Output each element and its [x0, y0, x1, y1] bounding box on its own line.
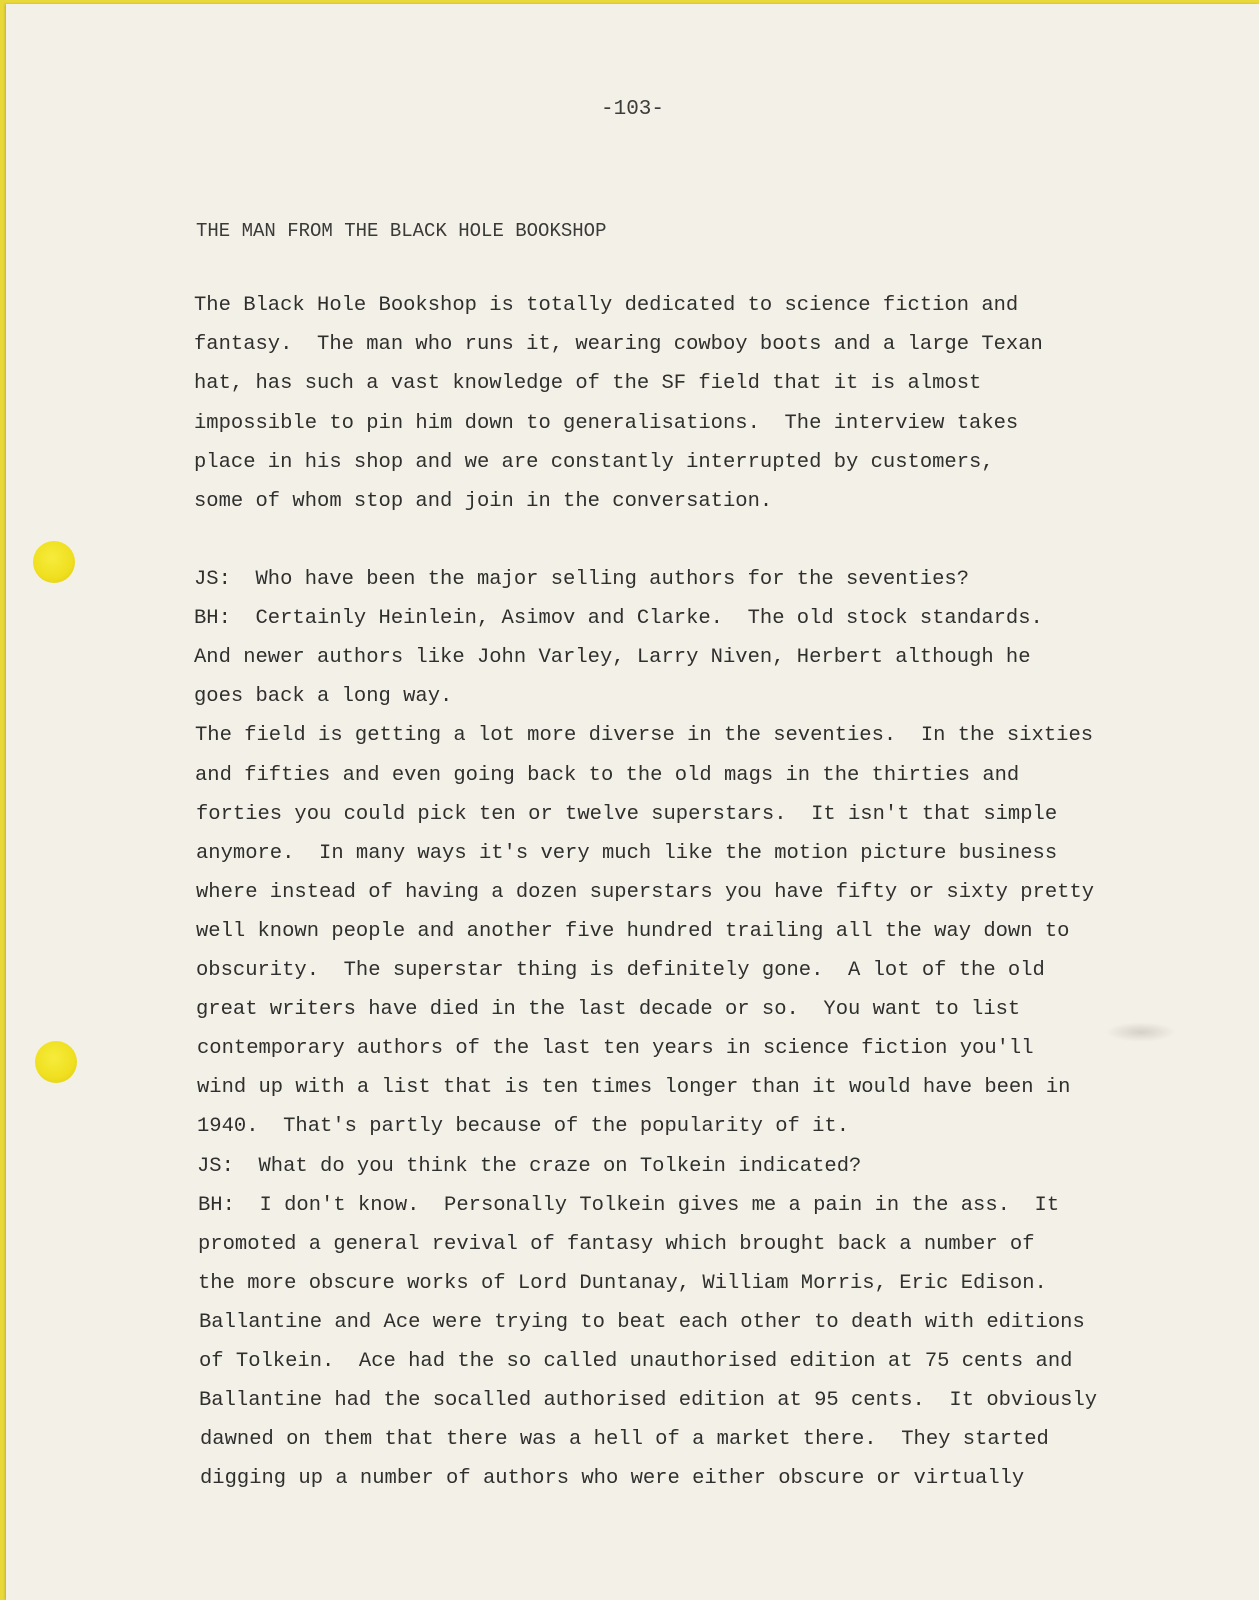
interview-text-line: JS: Who have been the major selling authors for the seventies?	[194, 568, 970, 591]
interview-text-line: BH: Certainly Heinlein, Asimov and Clarke. The old stock standards.	[194, 607, 1043, 631]
intro-text-line: impossible to pin him down to generalisations. The interview takes	[194, 411, 1019, 435]
interview-text-line: digging up a number of authors who were either obscure or virtually	[200, 1467, 1025, 1491]
ink-smudge	[1106, 1022, 1176, 1042]
interview-text-line: great writers have died in the last decade or so. You want to list	[196, 998, 1021, 1022]
interview-text-line: BH: I don't know. Personally Tolkein gives me a pain in the ass. It	[198, 1193, 1060, 1217]
intro-text-line: place in his shop and we are constantly interrupted by customers,	[194, 450, 994, 474]
interview-text-line: forties you could pick ten or twelve superstars. It isn't that simple	[196, 802, 1058, 826]
interview-text-line: JS: What do you think the craze on Tolkein indicated?	[197, 1154, 862, 1178]
intro-text-line: some of whom stop and join in the conversation.	[194, 490, 773, 513]
page-number: -103-	[600, 98, 664, 121]
interview-text-line: And newer authors like John Varley, Larry Niven, Herbert although he	[194, 646, 1031, 670]
interview-text-line: of Tolkein. Ace had the so called unauthorised edition at 75 cents and	[199, 1350, 1073, 1373]
interview-text-line: well known people and another five hundred trailing all the way down to	[196, 919, 1070, 943]
interview-text-line: Ballantine and Ace were trying to beat each other to death with editions	[199, 1310, 1085, 1334]
interview-text-line: wind up with a list that is ten times longer than it would have been in	[197, 1076, 1071, 1100]
typed-page	[6, 4, 1259, 1600]
intro-text-line: fantasy. The man who runs it, wearing cowboy boots and a large Texan	[194, 333, 1043, 357]
article-title: THE MAN FROM THE BLACK HOLE BOOKSHOP	[196, 220, 607, 242]
binder-hole-bottom	[35, 1041, 77, 1083]
intro-text-line: The Black Hole Bookshop is totally dedicated to science fiction and	[194, 294, 1019, 317]
interview-text-line: contemporary authors of the last ten years in science fiction you'll	[197, 1037, 1034, 1061]
interview-text-line: where instead of having a dozen superstars you have fifty or sixty pretty	[196, 880, 1095, 904]
binder-hole-top	[33, 541, 75, 583]
interview-text-line: goes back a long way.	[194, 685, 453, 709]
interview-text-line: anymore. In many ways it's very much like the motion picture business	[196, 841, 1058, 865]
interview-text-line: obscurity. The superstar thing is definitely gone. A lot of the old	[196, 959, 1045, 982]
interview-text-line: The field is getting a lot more diverse in the seventies. In the sixties	[195, 724, 1094, 748]
interview-text-line: dawned on them that there was a hell of a market there. They started	[200, 1428, 1049, 1452]
interview-text-line: Ballantine had the socalled authorised edition at 95 cents. It obviously	[199, 1389, 1098, 1413]
interview-text-line: the more obscure works of Lord Duntanay, William Morris, Eric Edison.	[198, 1271, 1047, 1295]
intro-text-line: hat, has such a vast knowledge of the SF field that it is almost	[194, 372, 982, 396]
interview-text-line: and fifties and even going back to the old mags in the thirties and	[195, 763, 1020, 787]
interview-text-line: promoted a general revival of fantasy which brought back a number of	[198, 1232, 1035, 1256]
interview-text-line: 1940. That's partly because of the popularity of it.	[197, 1115, 850, 1139]
